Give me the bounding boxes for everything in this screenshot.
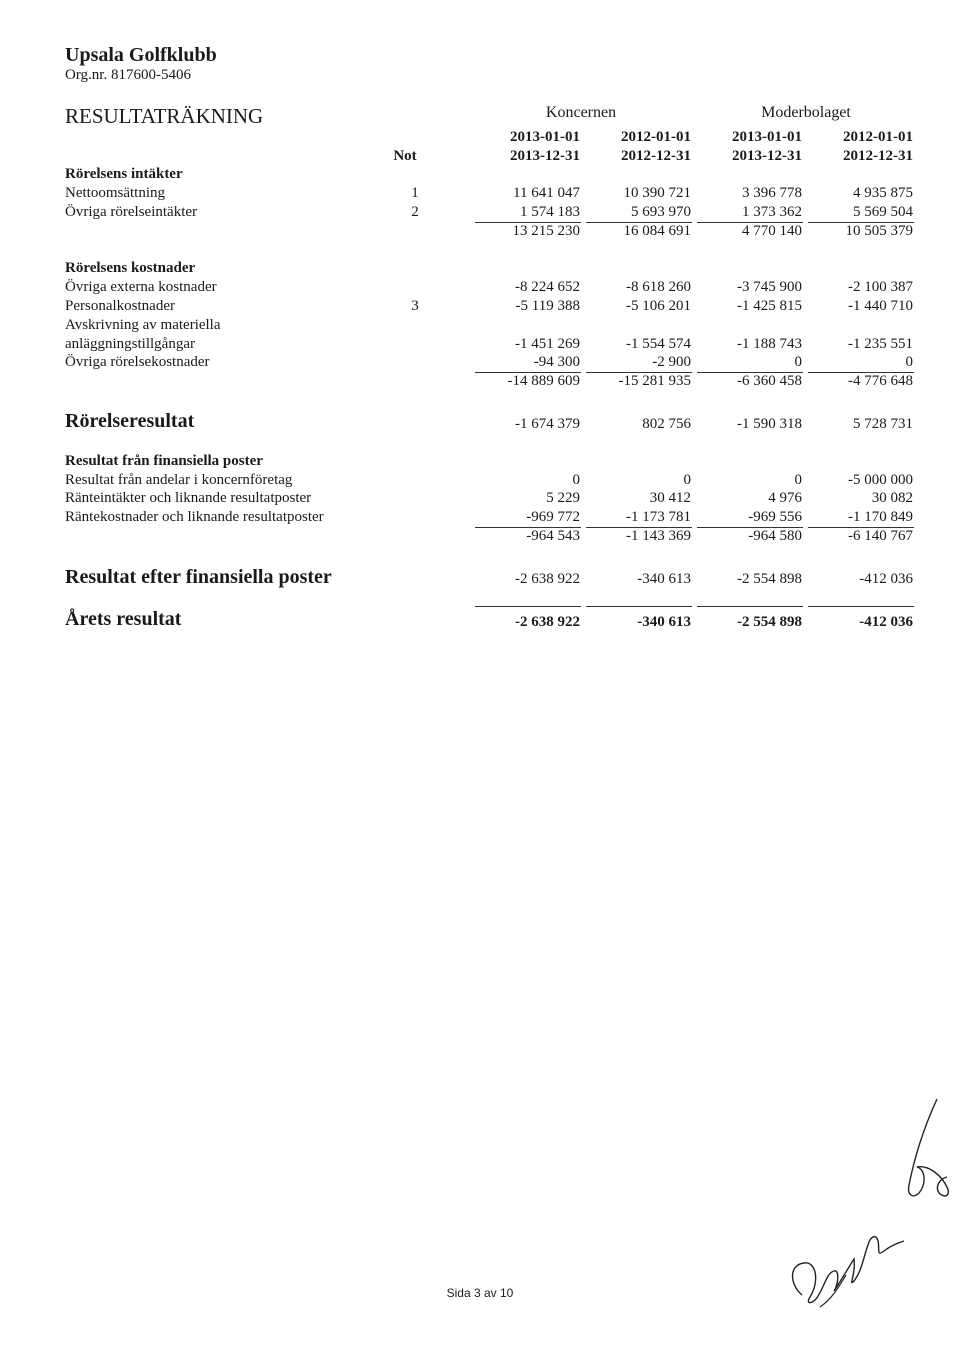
- efter-finansiella-label: Resultat efter finansiella poster: [65, 566, 332, 588]
- value-cell: 4 935 875: [853, 185, 913, 201]
- value-cell: 0: [572, 472, 580, 488]
- row-label-continued: anläggningstillgångar: [65, 336, 195, 352]
- sum-cell: -6 140 767: [848, 528, 913, 544]
- section-heading: Rörelsens intäkter: [65, 166, 183, 182]
- handwritten-signature: [780, 1215, 910, 1315]
- group-koncern-header: Koncernen: [545, 104, 617, 121]
- sum-cell: -6 360 458: [737, 373, 802, 389]
- value-cell: -5 119 388: [515, 298, 580, 314]
- sum-cell: -1 143 369: [626, 528, 691, 544]
- value-cell: -1 235 551: [848, 336, 913, 352]
- value-cell: -2 900: [652, 354, 691, 370]
- period-from: 2013-01-01: [510, 129, 580, 145]
- total-overline: [475, 606, 581, 607]
- page-title: RESULTATRÄKNING: [65, 104, 264, 128]
- total-overline: [697, 606, 803, 607]
- value-cell: -1 451 269: [515, 336, 580, 352]
- value-cell: -340 613: [637, 614, 691, 630]
- value-cell: -2 100 387: [848, 279, 913, 295]
- value-cell: -1 674 379: [515, 416, 580, 432]
- row-label: Övriga rörelsekostnader: [65, 354, 210, 370]
- value-cell: -5 106 201: [626, 298, 691, 314]
- value-cell: -1 188 743: [737, 336, 802, 352]
- value-cell: -340 613: [637, 571, 691, 587]
- sum-cell: -14 889 609: [507, 373, 580, 389]
- value-cell: -94 300: [533, 354, 580, 370]
- value-cell: 5 728 731: [853, 416, 913, 432]
- value-cell: 5 569 504: [853, 204, 913, 220]
- value-cell: 0: [905, 354, 913, 370]
- value-cell: 5 229: [546, 490, 580, 506]
- group-moder-header: Moderbolaget: [761, 104, 851, 121]
- sum-cell: 13 215 230: [512, 223, 580, 239]
- value-cell: 0: [683, 472, 691, 488]
- period-to: 2013-12-31: [510, 148, 580, 164]
- sum-cell: 4 770 140: [742, 223, 802, 239]
- sum-cell: -15 281 935: [618, 373, 691, 389]
- handwritten-initials-signature: [895, 1095, 955, 1205]
- sum-cell: -964 543: [526, 528, 580, 544]
- value-cell: 802 756: [642, 416, 691, 432]
- total-overline: [586, 606, 692, 607]
- row-label: Avskrivning av materiella: [65, 317, 221, 333]
- row-label: Personalkostnader: [65, 298, 175, 314]
- row-label: Nettoomsättning: [65, 185, 165, 201]
- value-cell: -3 745 900: [737, 279, 802, 295]
- note-ref: 2: [411, 204, 419, 220]
- value-cell: -969 556: [748, 509, 802, 525]
- section-heading: Rörelsens kostnader: [65, 260, 196, 276]
- arets-resultat-label: Årets resultat: [65, 608, 182, 630]
- value-cell: 11 641 047: [513, 185, 580, 201]
- value-cell: -412 036: [859, 571, 913, 587]
- value-cell: -8 618 260: [626, 279, 691, 295]
- value-cell: -412 036: [859, 614, 913, 630]
- value-cell: -2 554 898: [737, 571, 802, 587]
- value-cell: -1 440 710: [848, 298, 913, 314]
- row-label: Ränteintäkter och liknande resultatposter: [65, 490, 312, 506]
- period-from: 2012-01-01: [843, 129, 913, 145]
- page-number: Sida 3 av 10: [446, 1286, 514, 1300]
- sum-cell: -4 776 648: [848, 373, 913, 389]
- rorelseresultat-label: Rörelseresultat: [65, 410, 195, 432]
- value-cell: -1 590 318: [737, 416, 802, 432]
- value-cell: 30 412: [649, 490, 691, 506]
- period-from: 2013-01-01: [732, 129, 802, 145]
- value-cell: 1 574 183: [520, 204, 580, 220]
- value-cell: 30 082: [871, 490, 913, 506]
- value-cell: 3 396 778: [742, 185, 802, 201]
- value-cell: 1 373 362: [742, 204, 802, 220]
- row-label: Resultat från andelar i koncernföretag: [65, 472, 293, 488]
- sum-cell: -964 580: [748, 528, 802, 544]
- value-cell: -1 425 815: [737, 298, 802, 314]
- period-to: 2012-12-31: [621, 148, 691, 164]
- not-column-header: Not: [393, 148, 417, 164]
- period-to: 2013-12-31: [732, 148, 802, 164]
- value-cell: -1 173 781: [626, 509, 691, 525]
- value-cell: -2 554 898: [737, 614, 802, 630]
- row-label: Övriga rörelseintäkter: [65, 204, 198, 220]
- value-cell: -2 638 922: [515, 614, 580, 630]
- sum-cell: 16 084 691: [623, 223, 691, 239]
- period-to: 2012-12-31: [843, 148, 913, 164]
- row-label: Räntekostnader och liknande resultatposter: [65, 509, 324, 525]
- value-cell: 10 390 721: [623, 185, 691, 201]
- period-from: 2012-01-01: [621, 129, 691, 145]
- value-cell: -5 000 000: [848, 472, 913, 488]
- value-cell: 0: [794, 354, 802, 370]
- value-cell: -2 638 922: [515, 571, 580, 587]
- row-label: Övriga externa kostnader: [65, 279, 217, 295]
- total-overline: [808, 606, 914, 607]
- value-cell: -969 772: [526, 509, 580, 525]
- club-name: Upsala Golfklubb: [65, 44, 217, 66]
- value-cell: 4 976: [768, 490, 802, 506]
- value-cell: -1 554 574: [626, 336, 691, 352]
- note-ref: 1: [411, 185, 419, 201]
- value-cell: -8 224 652: [515, 279, 580, 295]
- value-cell: 0: [794, 472, 802, 488]
- value-cell: 5 693 970: [631, 204, 691, 220]
- value-cell: -1 170 849: [848, 509, 913, 525]
- note-ref: 3: [411, 298, 419, 314]
- section-heading: Resultat från finansiella poster: [65, 453, 263, 469]
- org-number: Org.nr. 817600-5406: [65, 67, 191, 83]
- sum-cell: 10 505 379: [845, 223, 913, 239]
